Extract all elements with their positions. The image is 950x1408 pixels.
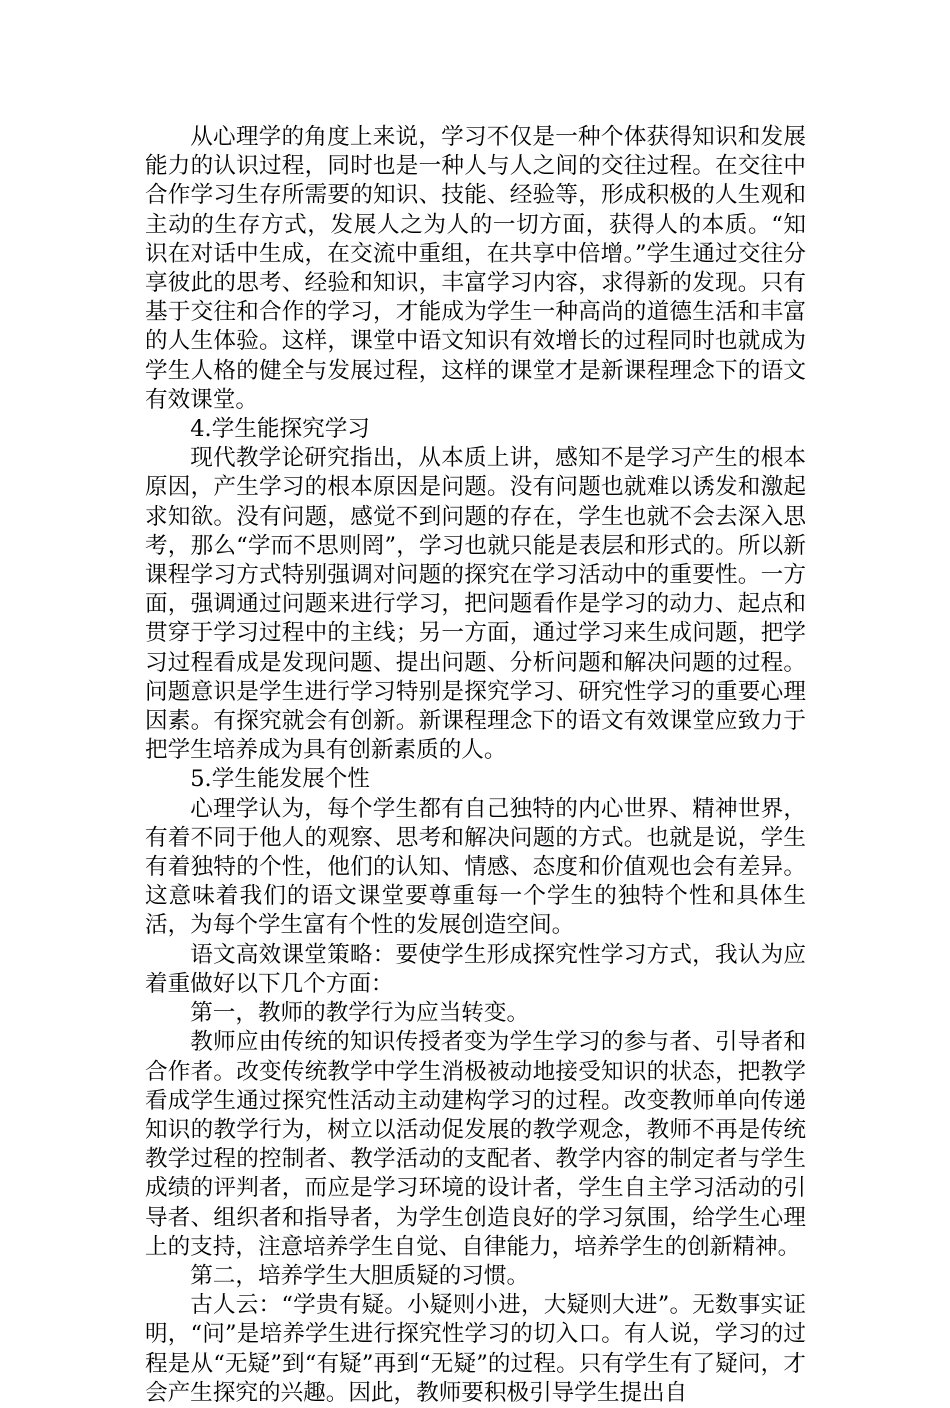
paragraph-inquiry-learning: 现代教学论研究指出，从本质上讲，感知不是学习产生的根本原因，产生学习的根本原因是问题。没有问题也就难以诱发和激起求知欲。没有问题，感觉不到问题的存在，学生也就不会去深入思考，那么“学而不思则罔”，学习也就只能是表层和形式的。所以新课程学习方式特别强调对问题的探究在学习活动中的重要性。一方面，强调通过问题来进行学习，把问题看作是学习的动力、起点和贯穿于学习过程中的主线；另一方面，通过学习来生成问题，把学习过程看成是发现问题、提出问题、分析问题和解决问题的过程。问题意识是学生进行学习特别是探究学习、研究性学习的重要心理因素。有探究就会有创新。新课程理念下的语文有效课堂应致力于把学生培养成为具有创新素质的人。: [145, 445, 806, 764]
paragraph-questioning-habit: 古人云：“学贵有疑。小疑则小进，大疑则大进”。无数事实证明，“问”是培养学生进行探究性学习的切入口。有人说，学习的过程是从“无疑”到“有疑”再到“无疑”的过程。只有学生有了疑问，才会产生探究的兴趣。因此，教师要积极引导学生提出自: [145, 1292, 806, 1406]
paragraph-teacher-behavior: 教师应由传统的知识传授者变为学生学习的参与者、引导者和合作者。改变传统教学中学生消极被动地接受知识的状态，把教学看成学生通过探究性活动主动建构学习的过程。改变教师单向传递知识的教学行为，树立以活动促发展的教学观念，教师不再是传统教学过程的控制者、教学活动的支配者、教学内容的制定者与学生成绩的评判者，而应是学习环境的设计者，学生自主学习活动的引导者、组织者和指导者，为学生创造良好的学习氛围，给学生心理上的支持，注意培养学生自觉、自律能力，培养学生的创新精神。: [145, 1029, 806, 1260]
paragraph-psychology-interaction: 从心理学的角度上来说，学习不仅是一种个体获得知识和发展能力的认识过程，同时也是一种人与人之间的交往过程。在交往中合作学习生存所需要的知识、技能、经验等，形成积极的人生观和主动的生存方式，发展人之为人的一切方面，获得人的本质。“知识在对话中生成，在交流中重组，在共享中倍增。”学生通过交往分享彼此的思考、经验和知识，丰富学习内容，求得新的发现。只有基于交往和合作的学习，才能成为学生一种高尚的道德生活和丰富的人生体验。这样，课堂中语文知识有效增长的过程同时也就成为学生人格的健全与发展过程，这样的课堂才是新课程理念下的语文有效课堂。: [145, 124, 806, 413]
paragraph-strategy-intro: 语文高效课堂策略：要使学生形成探究性学习方式，我认为应着重做好以下几个方面：: [145, 941, 806, 997]
heading-develop-personality: 5.学生能发展个性: [190, 766, 370, 793]
heading-teacher-behavior: 第一，教师的教学行为应当转变。: [190, 1000, 530, 1027]
paragraph-develop-personality: 心理学认为，每个学生都有自己独特的内心世界、精神世界，有着不同于他人的观察、思考和解决问题的方式。也就是说，学生有着独特的个性，他们的认知、情感、态度和价值观也会有差异。这意味着我们的语文课堂要尊重每一个学生的独特个性和具体生活，为每个学生富有个性的发展创造空间。: [145, 795, 806, 939]
document-body: [145, 123, 806, 1408]
heading-questioning-habit: 第二，培养学生大胆质疑的习惯。: [190, 1262, 530, 1289]
heading-inquiry-learning: 4.学生能探究学习: [190, 416, 370, 443]
